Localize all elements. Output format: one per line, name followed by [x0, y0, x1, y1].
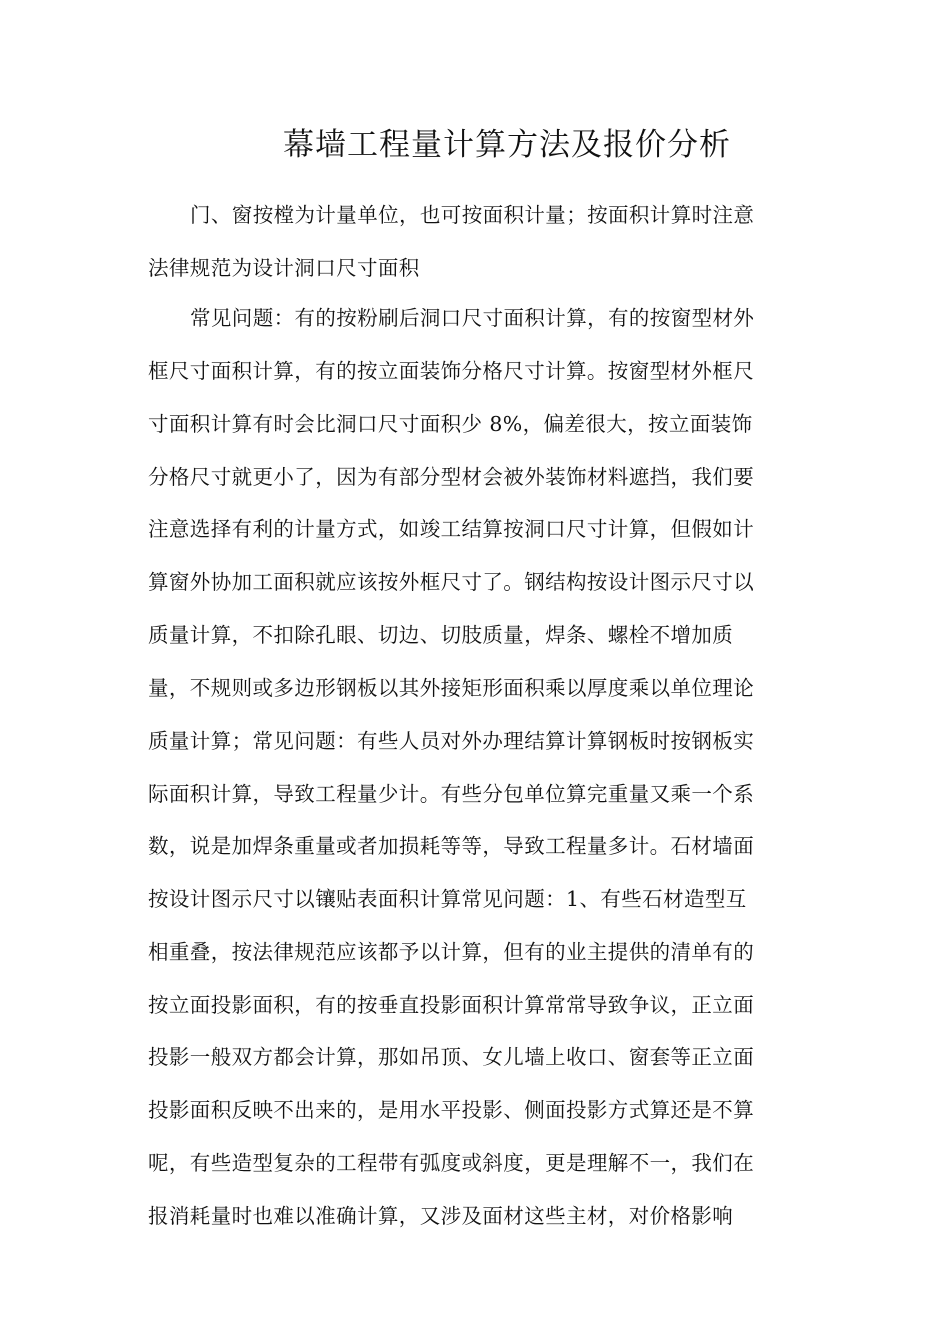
text-line: 投影面积反映不出来的，是用水平投影、侧面投影方式算还是不算: [148, 1098, 755, 1122]
text-line: 呢，有些造型复杂的工程带有弧度或斜度，更是理解不一，我们在: [148, 1151, 755, 1175]
text-line: 投影一般双方都会计算，那如吊顶、女儿墙上收口、窗套等正立面: [148, 1045, 755, 1069]
text-line: 报消耗量时也难以准确计算，又涉及面材这些主材，对价格影响: [148, 1204, 734, 1228]
text-line: 相重叠，按法律规范应该都予以计算，但有的业主提供的清单有的: [148, 940, 755, 964]
text-line: 寸面积计算有时会比洞口尺寸面积少 8%，偏差很大，按立面装饰: [148, 412, 753, 436]
text-line: 际面积计算，导致工程量少计。有些分包单位算完重量又乘一个系: [148, 782, 755, 806]
text-line: 质量计算，不扣除孔眼、切边、切肢质量，焊条、螺栓不增加质: [148, 623, 734, 647]
text-line: 注意选择有利的计量方式，如竣工结算按洞口尺寸计算，但假如计: [148, 517, 755, 541]
text-line: 按设计图示尺寸以镶贴表面积计算常见问题：1、有些石材造型互: [148, 887, 747, 911]
text-line: 门、窗按樘为计量单位，也可按面积计量；按面积计算时注意: [190, 203, 755, 227]
text-line: 框尺寸面积计算，有的按立面装饰分格尺寸计算。按窗型材外框尺: [148, 359, 755, 383]
text-line: 质量计算；常见问题：有些人员对外办理结算计算钢板时按钢板实: [148, 729, 755, 753]
text-line: 按立面投影面积，有的按垂直投影面积计算常常导致争议，正立面: [148, 993, 755, 1017]
text-line: 量，不规则或多边形钢板以其外接矩形面积乘以厚度乘以单位理论: [148, 676, 755, 700]
text-line: 算窗外协加工面积就应该按外框尺寸了。钢结构按设计图示尺寸以: [148, 570, 755, 594]
document-title: 幕墙工程量计算方法及报价分析: [283, 127, 731, 163]
text-line: 法律规范为设计洞口尺寸面积: [148, 256, 420, 280]
text-line: 分格尺寸就更小了，因为有部分型材会被外装饰材料遮挡，我们要: [148, 465, 755, 489]
text-line: 常见问题：有的按粉刷后洞口尺寸面积计算，有的按窗型材外: [190, 306, 755, 330]
text-line: 数，说是加焊条重量或者加损耗等等，导致工程量多计。石材墙面: [148, 834, 755, 858]
